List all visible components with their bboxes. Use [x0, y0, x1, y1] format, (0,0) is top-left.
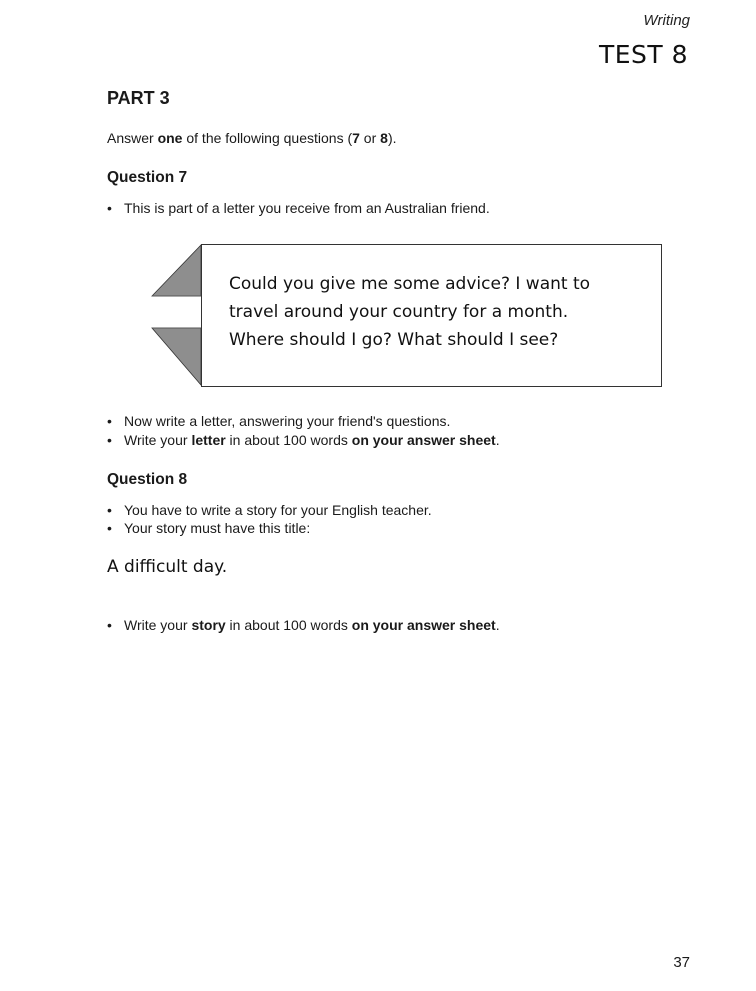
question-8-bullet-1: • You have to write a story for your English teacher.: [107, 502, 432, 518]
question-8-bullet-2: • Your story must have this title:: [107, 520, 311, 536]
letter-line: Where should I go? What should I see?: [229, 330, 559, 350]
page-number: 37: [673, 954, 690, 971]
section-label: Writing: [643, 12, 690, 29]
letter-fold-graphic: [150, 243, 204, 388]
letter-line: Could you give me some advice? I want to: [229, 274, 591, 294]
question-7-bullet-2: • Write your letter in about 100 words on your answer sheet.: [107, 432, 500, 448]
test-title: TEST 8: [598, 40, 688, 69]
question-7-heading: Question 7: [107, 169, 188, 186]
question-7-intro: • This is part of a letter you receive from an Australian friend.: [107, 200, 490, 216]
letter-box-left-edge: [201, 244, 202, 386]
question-8-heading: Question 8: [107, 471, 188, 488]
part-instruction: Answer one of the following questions (7 or 8).: [107, 130, 397, 146]
part-heading: PART 3: [107, 88, 170, 108]
story-title: A difficult day.: [107, 557, 228, 577]
letter-text: [229, 270, 649, 354]
question-7-bullet-1: • Now write a letter, answering your friend's questions.: [107, 413, 451, 429]
question-8-bullet-3: • Write your story in about 100 words on your answer sheet.: [107, 617, 500, 633]
letter-line: travel around your country for a month.: [229, 302, 569, 322]
